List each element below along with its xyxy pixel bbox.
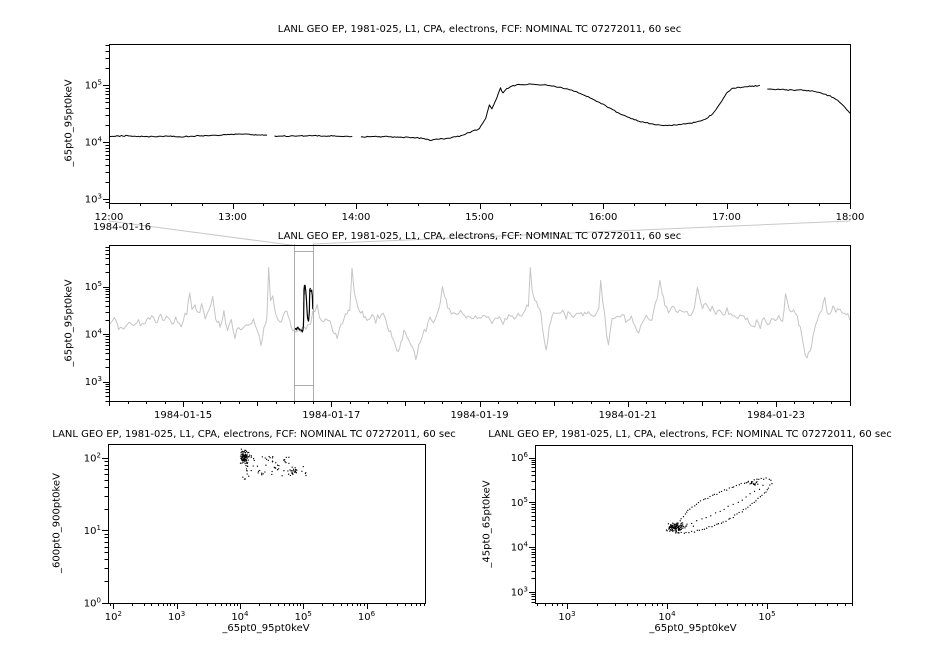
svg-text:103: $10^3$ bbox=[84, 375, 102, 389]
panel4-xlabel: _65pt0_95pt0keV bbox=[649, 623, 737, 634]
panel3-plot-area[interactable] bbox=[108, 444, 425, 603]
svg-text:105: $10^5$ bbox=[510, 495, 528, 509]
panel3-title: LANL GEO EP, 1981-025, L1, CPA, electrons, FCF: NOMINAL TC 07272011, 60 sec bbox=[52, 429, 456, 440]
svg-text:14:00: 14:00 bbox=[341, 212, 371, 223]
svg-text:1984-01-21: 1984-01-21 bbox=[598, 410, 657, 421]
svg-text:1984-01-17: 1984-01-17 bbox=[302, 410, 361, 421]
panel1-title: LANL GEO EP, 1981-025, L1, CPA, electrons, FCF: NOMINAL TC 07272011, 60 sec bbox=[277, 24, 682, 35]
svg-text:106: $10^6$ bbox=[510, 451, 528, 465]
svg-text:104: $10^4$ bbox=[658, 610, 676, 623]
svg-text:104: $10^4$ bbox=[84, 135, 102, 149]
svg-text:103: $10^3$ bbox=[558, 610, 576, 623]
svg-text:106: $10^6$ bbox=[357, 610, 376, 623]
svg-text:105: $10^5$ bbox=[84, 280, 102, 294]
svg-text:18:00: 18:00 bbox=[835, 212, 865, 223]
panel1-ylabel: _65pt0_95pt0keV bbox=[63, 79, 75, 167]
panel1-plot-area[interactable] bbox=[109, 44, 850, 203]
svg-text:17:00: 17:00 bbox=[712, 212, 741, 223]
panel4-ylabel: _45pt0_65pt0keV bbox=[481, 480, 493, 568]
svg-text:15:00: 15:00 bbox=[465, 212, 494, 223]
svg-text:103: $10^3$ bbox=[84, 192, 102, 206]
svg-text:105: $10^5$ bbox=[294, 610, 312, 623]
svg-text:16:00: 16:00 bbox=[588, 212, 618, 223]
panel2-ylabel: _65pt0_95pt0keV bbox=[63, 279, 75, 367]
svg-text:104: $10^4$ bbox=[231, 610, 249, 623]
svg-text:102: $10^2$ bbox=[104, 610, 122, 623]
context-selection-box[interactable] bbox=[294, 244, 313, 402]
panel1-xaxis-date-label: 1984-01-16 bbox=[93, 222, 152, 233]
svg-text:104: $10^4$ bbox=[510, 540, 528, 554]
svg-text:105: $10^5$ bbox=[84, 78, 102, 92]
svg-text:1984-01-19: 1984-01-19 bbox=[450, 410, 509, 421]
panel2-plot-area[interactable] bbox=[109, 245, 850, 401]
panel3-ylabel: _600pt0_900pt0keV bbox=[51, 473, 63, 573]
svg-text:101: $10^1$ bbox=[83, 523, 101, 537]
panel4-plot-area[interactable] bbox=[535, 445, 852, 603]
panel4-title: LANL GEO EP, 1981-025, L1, CPA, electrons, FCF: NOMINAL TC 07272011, 60 sec bbox=[488, 429, 892, 440]
panel3-xlabel: _65pt0_95pt0keV bbox=[222, 623, 310, 634]
svg-text:1984-01-15: 1984-01-15 bbox=[154, 410, 213, 421]
svg-text:12:00: 12:00 bbox=[94, 212, 124, 223]
svg-text:100: $10^0$ bbox=[83, 596, 101, 610]
svg-text:102: $10^2$ bbox=[83, 451, 101, 465]
svg-text:103: $10^3$ bbox=[168, 610, 186, 623]
svg-text:104: $10^4$ bbox=[84, 327, 102, 341]
svg-text:105: $10^5$ bbox=[758, 610, 776, 623]
svg-text:13:00: 13:00 bbox=[218, 212, 247, 223]
svg-text:1984-01-23: 1984-01-23 bbox=[746, 410, 805, 421]
svg-text:103: $10^3$ bbox=[510, 585, 528, 599]
panel2-title: LANL GEO EP, 1981-025, L1, CPA, electrons, FCF: NOMINAL TC 07272011, 60 sec bbox=[277, 231, 682, 242]
